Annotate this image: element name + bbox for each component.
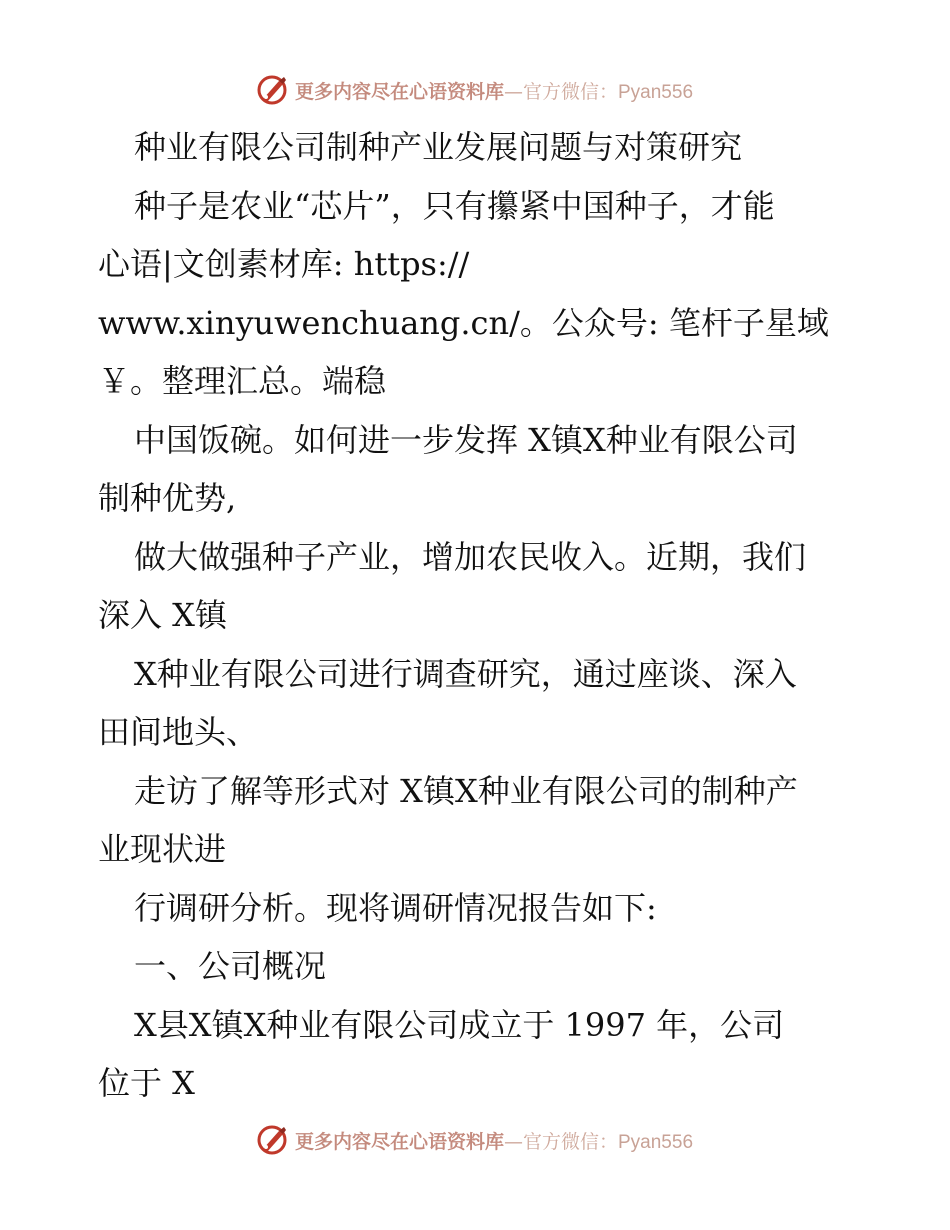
banner-text-dash: — — [503, 1130, 523, 1153]
banner-text — [295, 1127, 693, 1154]
pen-logo-icon — [255, 1123, 289, 1157]
body-line: 田间地头、 — [98, 713, 259, 751]
banner-text-wechat-id: Pyan556 — [618, 1131, 694, 1153]
body-line: 做大做强种子产业，增加农民收入。近期，我们 — [134, 537, 807, 576]
body-line: 种子是农业“芯片”，只有攥紧中国种子，才能 — [134, 186, 775, 225]
body-line: 种业有限公司制种产业发展问题与对策研究 — [134, 128, 743, 166]
banner-text-wechat-label: 官方微信： — [522, 80, 618, 103]
section-heading: 一、公司概况 — [134, 947, 327, 985]
body-line: X种业有限公司进行调查研究，通过座谈、深入 — [134, 654, 797, 693]
banner-text-dash: — — [503, 80, 523, 103]
header-watermark-banner — [0, 70, 950, 110]
pen-logo-icon — [255, 73, 289, 107]
body-line: ￥。整理汇总。端稳 — [98, 362, 387, 400]
footer-watermark-banner — [0, 1120, 950, 1160]
banner-text-wechat-label: 官方微信： — [522, 1130, 618, 1153]
banner-text-wechat-id: Pyan556 — [618, 81, 694, 103]
banner-text-main: 更多内容尽在心语资料库 — [294, 80, 504, 103]
body-line: www.xinyuwenchuang.cn/。公众号: 笔杆子星域 — [98, 303, 829, 342]
banner-text-main: 更多内容尽在心语资料库 — [294, 1130, 504, 1153]
banner-inner — [255, 73, 693, 107]
body-line: 深入 X镇 — [98, 596, 227, 634]
body-line: 位于 X — [98, 1064, 195, 1102]
banner-inner — [255, 1123, 693, 1157]
body-line: 心语|文创素材库: https:// — [98, 245, 470, 283]
body-line: 制种优势, — [98, 479, 237, 517]
document-body — [98, 118, 858, 1113]
body-line: 业现状进 — [98, 830, 227, 868]
body-line: 走访了解等形式对 X镇X种业有限公司的制种产 — [134, 771, 798, 810]
body-line: X县X镇X种业有限公司成立于 1997 年，公司 — [134, 1005, 785, 1044]
banner-text — [295, 77, 693, 104]
body-line: 中国饭碗。如何进一步发挥 X镇X种业有限公司 — [134, 420, 798, 459]
body-line: 行调研分析。现将调研情况报告如下: — [134, 888, 657, 927]
